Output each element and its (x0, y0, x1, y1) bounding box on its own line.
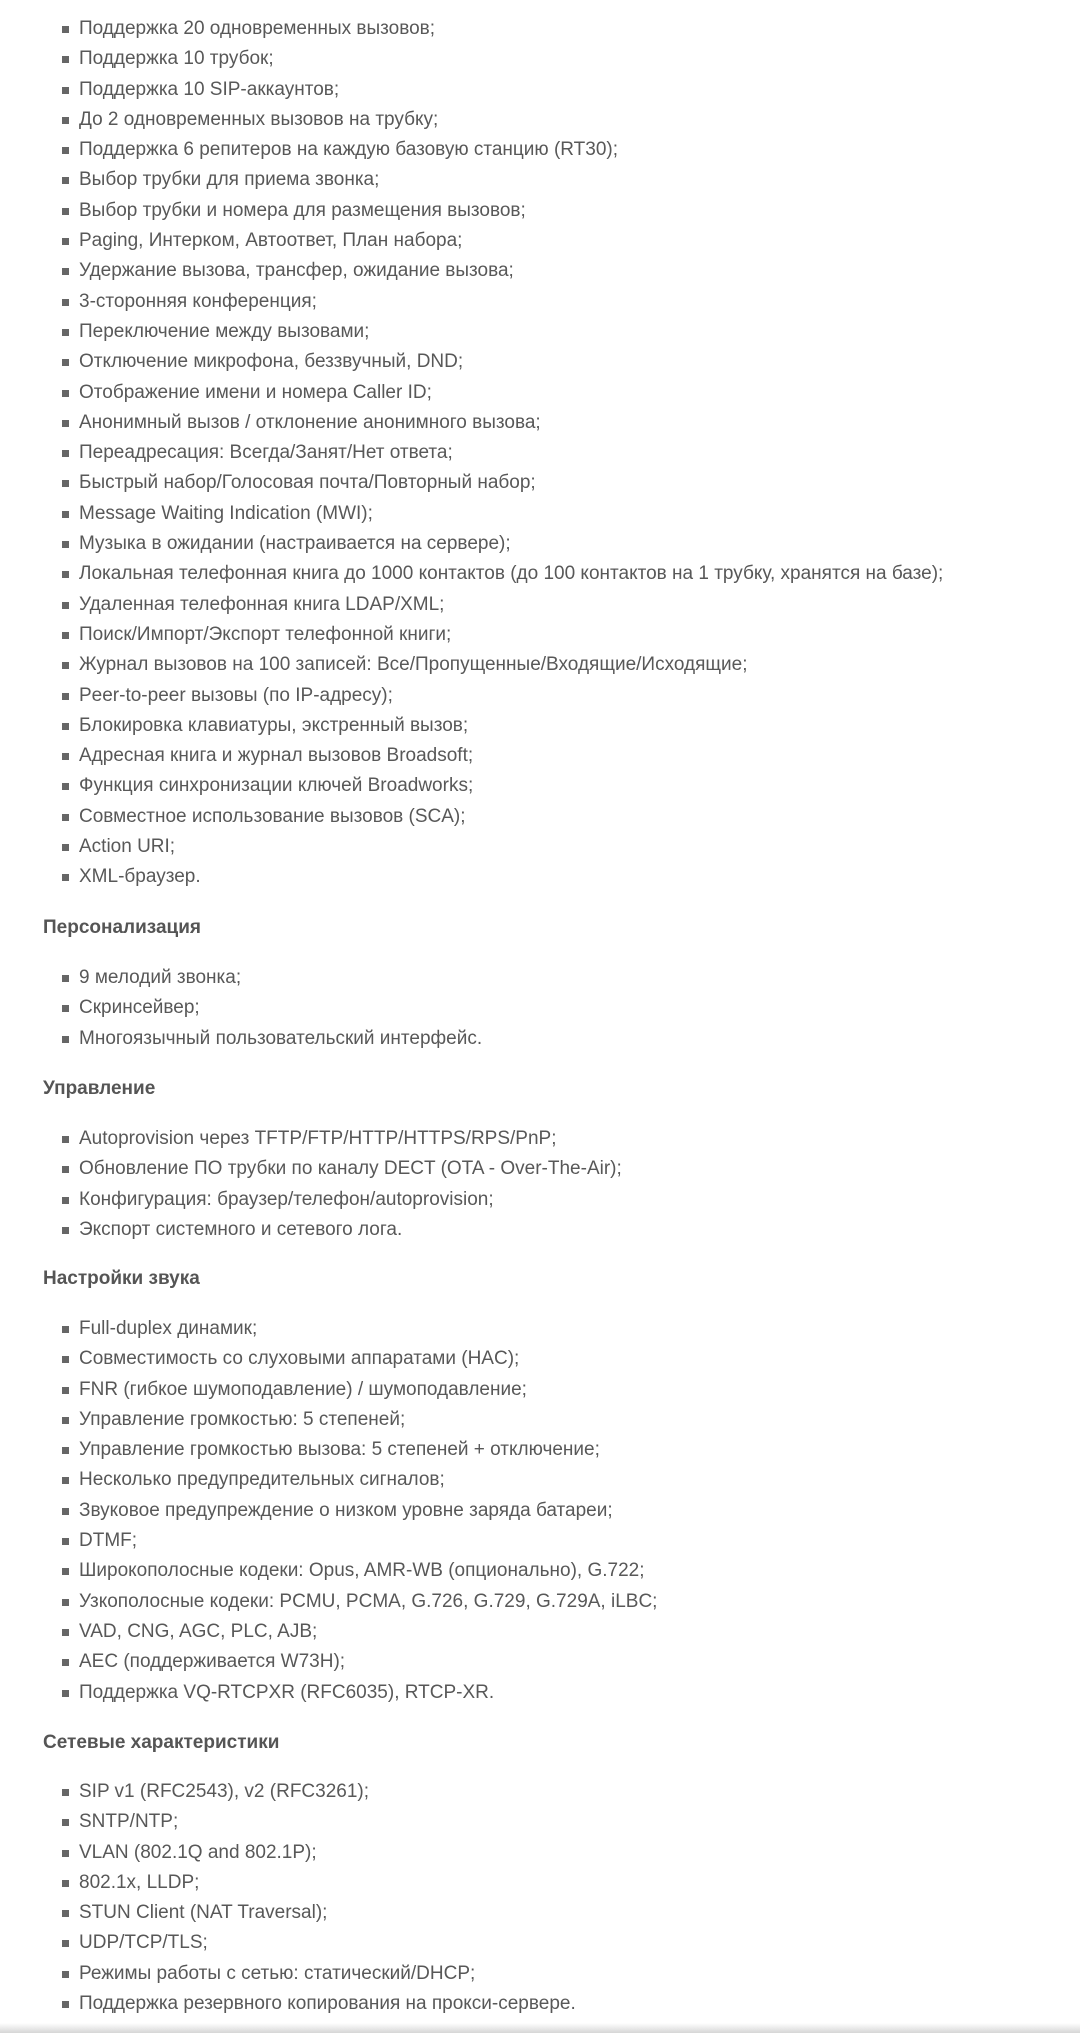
list-item: Совместимость со слуховыми аппаратами (HAC); (62, 1344, 657, 1374)
list-item: Конфигурация: браузер/телефон/autoprovision; (62, 1185, 622, 1215)
section-title-personalization: Персонализация (43, 917, 202, 938)
list-item: Поддержка VQ-RTCPXR (RFC6035), RTCP-XR. (62, 1678, 657, 1708)
list-item: XML-браузер. (62, 862, 943, 892)
list-item: Peer-to-peer вызовы (по IP-адресу); (62, 681, 943, 711)
list-item: Локальная телефонная книга до 1000 контактов (до 100 контактов на 1 трубку, хранятся на базе); (62, 559, 943, 589)
list-item: VAD, CNG, AGC, PLC, AJB; (62, 1617, 657, 1647)
list-item: Поддержка 10 трубок; (62, 44, 943, 74)
list-item: Переадресация: Всегда/Занят/Нет ответа; (62, 438, 943, 468)
list-item: Отображение имени и номера Caller ID; (62, 378, 943, 408)
section-title-management: Управление (43, 1078, 156, 1099)
bottom-scroll-fade (0, 2023, 1080, 2033)
list-item: Управление громкостью вызова: 5 степеней + отключение; (62, 1435, 657, 1465)
list-item: Переключение между вызовами; (62, 317, 943, 347)
list-item: Поддержка 6 репитеров на каждую базовую станцию (RT30); (62, 135, 943, 165)
list-item: Адресная книга и журнал вызовов Broadsoft; (62, 741, 943, 771)
list-item: UDP/TCP/TLS; (62, 1928, 576, 1958)
list-item: 9 мелодий звонка; (62, 963, 482, 993)
list-item: Скринсейвер; (62, 993, 482, 1023)
list-item: Full-duplex динамик; (62, 1314, 657, 1344)
section-title-network: Сетевые характеристики (43, 1732, 280, 1753)
section-management (0, 1077, 155, 1101)
list-item: Поддержка 10 SIP-аккаунтов; (62, 75, 943, 105)
feature-list-general (0, 14, 943, 893)
list-item: Журнал вызовов на 100 записей: Все/Пропущенные/Входящие/Исходящие; (62, 650, 943, 680)
list-item: 3-сторонняя конференция; (62, 287, 943, 317)
list-item: SIP v1 (RFC2543), v2 (RFC3261); (62, 1777, 576, 1807)
list-item: Узкополосные кодеки: PCMU, PCMA, G.726, G.729, G.729A, iLBC; (62, 1587, 657, 1617)
list-item: Отключение микрофона, беззвучный, DND; (62, 347, 943, 377)
list-item: Поддержка резервного копирования на прокси-сервере. (62, 1989, 576, 2019)
list-item: Музыка в ожидании (настраивается на сервере); (62, 529, 943, 559)
list-item: Режимы работы с сетью: статический/DHCP; (62, 1959, 576, 1989)
list-item: Функция синхронизации ключей Broadworks; (62, 771, 943, 801)
list-item: SNTP/NTP; (62, 1807, 576, 1837)
list-item: Поддержка 20 одновременных вызовов; (62, 14, 943, 44)
section-network-items (0, 1777, 576, 2019)
section-personalization (0, 916, 201, 940)
section-general (0, 14, 943, 893)
list-item: Action URI; (62, 832, 943, 862)
list-item: AEC (поддерживается W73H); (62, 1647, 657, 1677)
list-item: Быстрый набор/Голосовая почта/Повторный набор; (62, 468, 943, 498)
list-item: Message Waiting Indication (MWI); (62, 499, 943, 529)
section-audio (0, 1267, 200, 1291)
list-item: VLAN (802.1Q and 802.1P); (62, 1838, 576, 1868)
list-item: 802.1x, LLDP; (62, 1868, 576, 1898)
list-item: Экспорт системного и сетевого лога. (62, 1215, 622, 1245)
list-item: Анонимный вызов / отклонение анонимного вызова; (62, 408, 943, 438)
list-item: Удаленная телефонная книга LDAP/XML; (62, 590, 943, 620)
feature-list-audio (0, 1314, 657, 1708)
section-title-audio: Настройки звука (43, 1268, 200, 1289)
list-item: Управление громкостью: 5 степеней; (62, 1405, 657, 1435)
section-management-items (0, 1124, 622, 1245)
list-item: Несколько предупредительных сигналов; (62, 1465, 657, 1495)
list-item: Autoprovision через TFTP/FTP/HTTP/HTTPS/RPS/PnP; (62, 1124, 622, 1154)
list-item: Многоязычный пользовательский интерфейс. (62, 1024, 482, 1054)
feature-list-personalization (0, 963, 482, 1054)
list-item: Поиск/Импорт/Экспорт телефонной книги; (62, 620, 943, 650)
feature-list-management (0, 1124, 622, 1245)
section-audio-items (0, 1314, 657, 1708)
list-item: Paging, Интерком, Автоответ, План набора; (62, 226, 943, 256)
list-item: До 2 одновременных вызовов на трубку; (62, 105, 943, 135)
list-item: STUN Client (NAT Traversal); (62, 1898, 576, 1928)
list-item: Выбор трубки и номера для размещения вызовов; (62, 196, 943, 226)
list-item: Звуковое предупреждение о низком уровне заряда батареи; (62, 1496, 657, 1526)
list-item: Широкополосные кодеки: Opus, AMR-WB (опционально), G.722; (62, 1556, 657, 1586)
list-item: Обновление ПО трубки по каналу DECT (OTA - Over-The-Air); (62, 1154, 622, 1184)
list-item: Удержание вызова, трансфер, ожидание вызова; (62, 256, 943, 286)
feature-list-network (0, 1777, 576, 2019)
list-item: Совместное использование вызовов (SCA); (62, 802, 943, 832)
list-item: Блокировка клавиатуры, экстренный вызов; (62, 711, 943, 741)
list-item: DTMF; (62, 1526, 657, 1556)
list-item: FNR (гибкое шумоподавление) / шумоподавление; (62, 1375, 657, 1405)
list-item: Выбор трубки для приема звонка; (62, 165, 943, 195)
section-network (0, 1731, 279, 1755)
section-personalization-items (0, 963, 482, 1054)
